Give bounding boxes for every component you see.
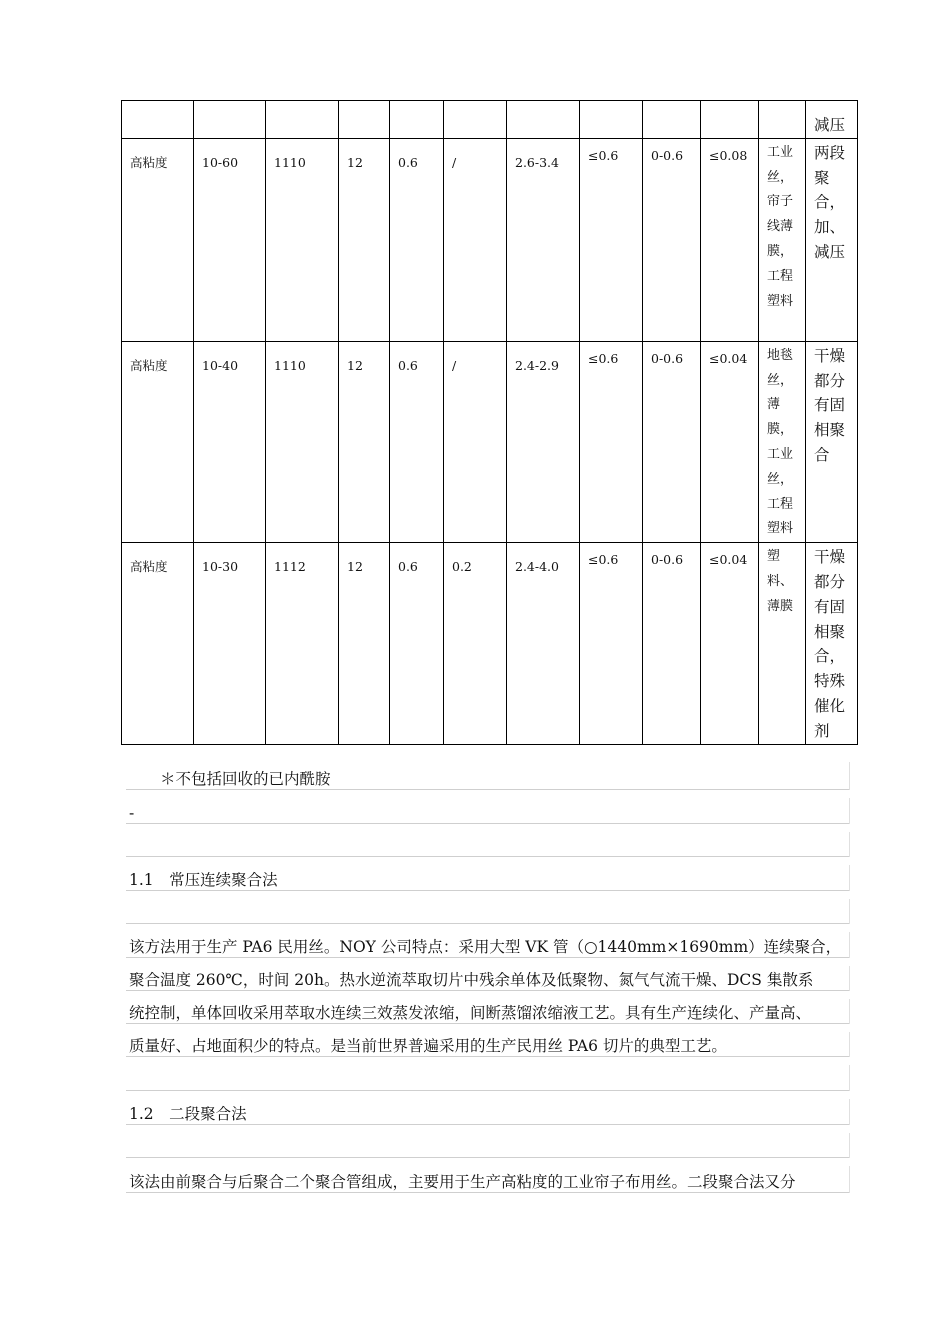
cell-col6: / [444, 138, 507, 341]
cell-col7 [507, 101, 580, 139]
cell-use: 地毯丝，薄膜，工业丝，工程塑料 [759, 341, 806, 542]
cell-col5: 0.6 [390, 138, 444, 341]
cell-col4 [339, 101, 390, 139]
cell-tech: 干燥都分有固相聚合 [806, 341, 858, 542]
cell-col5 [390, 101, 444, 139]
cell-fe: 0-0.6 [643, 543, 701, 744]
cell-col4: 12 [339, 341, 390, 542]
cell-grade: 高粘度 [122, 341, 194, 542]
cell-le [580, 101, 643, 139]
footnote: ＊不包括回收的已内酰胺 [160, 770, 331, 788]
cell-viscosity [194, 101, 266, 139]
cell-col4: 12 [339, 543, 390, 744]
cell-tech: 减压 [806, 101, 858, 139]
cell-col3: 1110 [266, 138, 339, 341]
footnote-line [126, 762, 850, 790]
blank-line [126, 1133, 850, 1158]
cell-water: ≤0.04 [701, 341, 759, 542]
paragraph-1-1-line-1: 该方法用于生产 PA6 民用丝。NOY 公司特点：采用大型 VK 管（○1440mm×1690mm）连续聚合， [129, 938, 842, 956]
cell-viscosity: 10-40 [194, 341, 266, 542]
table-row [122, 341, 858, 542]
paragraph-line [126, 966, 850, 991]
cell-col7: 2.4-4.0 [507, 543, 580, 744]
paragraph-1-1-line-3: 统控制，单体回收采用萃取水连续三效蒸发浓缩，间断蒸馏浓缩液工艺。具有生产连续化、产量高、 [129, 1004, 812, 1022]
cell-grade: 高粘度 [122, 138, 194, 341]
cell-water: ≤0.08 [701, 138, 759, 341]
paragraph-line [126, 999, 850, 1024]
paragraph-line [126, 932, 850, 958]
cell-tech: 两段聚合，加、减压 [806, 138, 858, 341]
blank-line [126, 899, 850, 924]
section-heading-line [126, 865, 850, 891]
cell-fe: 0-0.6 [643, 138, 701, 341]
spec-table [121, 100, 858, 745]
cell-col4: 12 [339, 138, 390, 341]
table-row [122, 543, 858, 744]
cell-col5: 0.6 [390, 341, 444, 542]
cell-col6: 0.2 [444, 543, 507, 744]
cell-le: ≤0.6 [580, 543, 643, 744]
cell-viscosity: 10-30 [194, 543, 266, 744]
paragraph-line [126, 1032, 850, 1057]
cell-col6: / [444, 341, 507, 542]
cell-col6 [444, 101, 507, 139]
cell-col3: 1112 [266, 543, 339, 744]
blank-line [126, 1065, 850, 1091]
cell-tech: 干燥都分有固相聚合，特殊催化剂 [806, 543, 858, 744]
cell-water: ≤0.04 [701, 543, 759, 744]
section-heading-1-1: 1.1 常压连续聚合法 [129, 871, 278, 889]
cell-water [701, 101, 759, 139]
section-heading-line [126, 1099, 850, 1125]
paragraph-1-1-line-4: 质量好、占地面积少的特点。是当前世界普遍采用的生产民用丝 PA6 切片的典型工艺。 [129, 1037, 727, 1055]
cell-grade: 高粘度 [122, 543, 194, 744]
table-row [122, 138, 858, 341]
blank-line [126, 832, 850, 857]
cell-fe: 0-0.6 [643, 341, 701, 542]
cell-col7: 2.6-3.4 [507, 138, 580, 341]
paragraph-1-2-line-1: 该法由前聚合与后聚合二个聚合管组成，主要用于生产高粘度的工业帘子布用丝。二段聚合法又分 [129, 1173, 796, 1191]
cell-col5: 0.6 [390, 543, 444, 744]
cell-viscosity: 10-60 [194, 138, 266, 341]
dash-mark: - [129, 804, 135, 822]
cell-col3: 1110 [266, 341, 339, 542]
cell-use [759, 101, 806, 139]
section-heading-1-2: 1.2 二段聚合法 [129, 1105, 247, 1123]
dash-line [126, 798, 850, 824]
cell-le: ≤0.6 [580, 138, 643, 341]
cell-col7: 2.4-2.9 [507, 341, 580, 542]
cell-use: 工业丝，帘子线薄膜，工程塑料 [759, 138, 806, 341]
cell-use: 塑料、薄膜 [759, 543, 806, 744]
cell-grade [122, 101, 194, 139]
paragraph-line [126, 1166, 850, 1193]
cell-col3 [266, 101, 339, 139]
table-row [122, 101, 858, 139]
cell-fe [643, 101, 701, 139]
paragraph-1-1-line-2: 聚合温度 260℃，时间 20h。热水逆流萃取切片中残余单体及低聚物、氮气气流干燥、DCS 集散系 [129, 971, 814, 989]
cell-le: ≤0.6 [580, 341, 643, 542]
